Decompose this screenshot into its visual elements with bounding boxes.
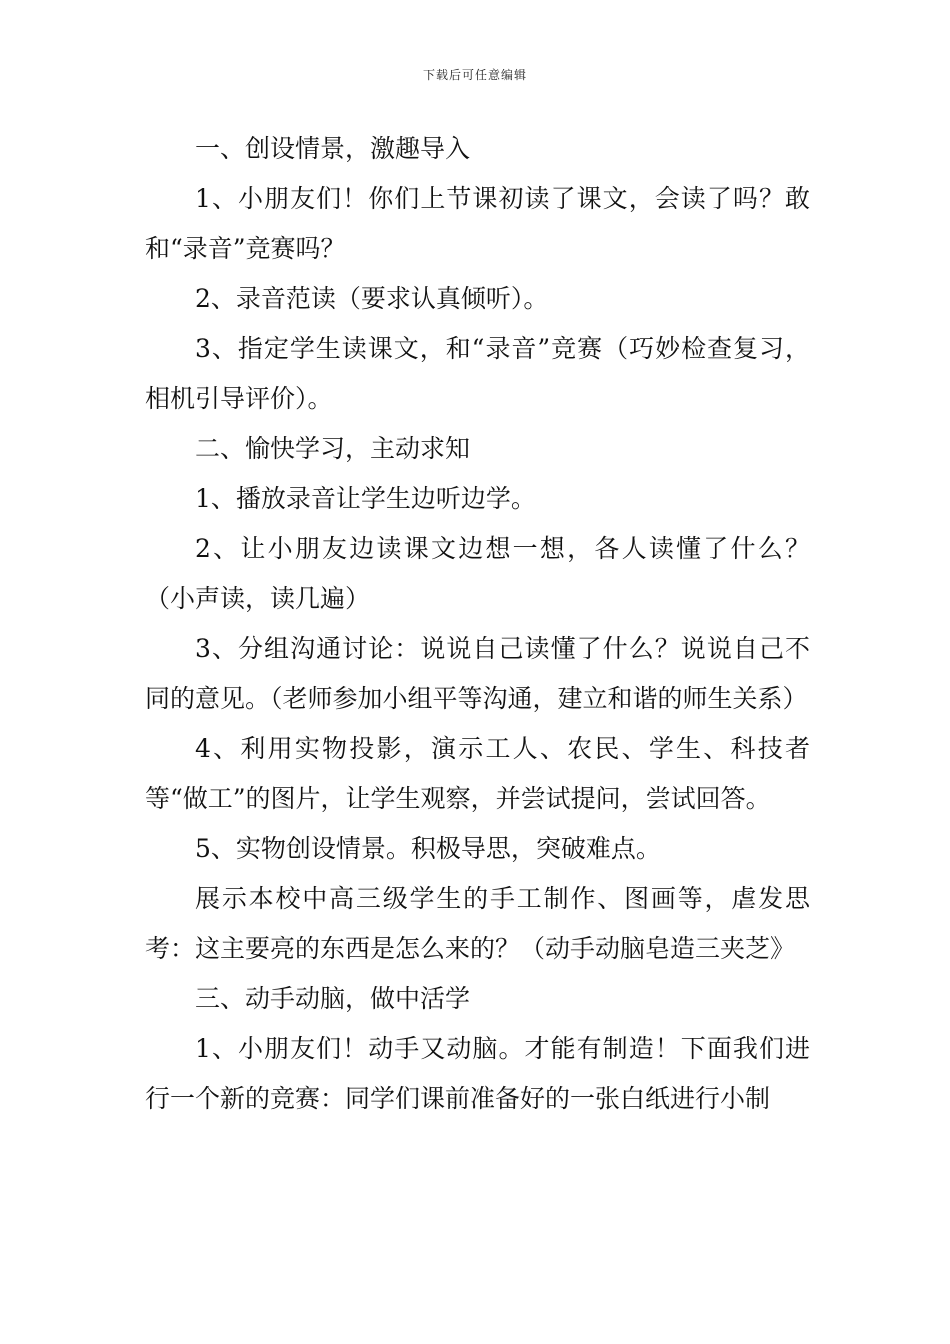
- paragraph-2-1: 1、播放录音让学生边听边学。: [195, 484, 536, 513]
- paragraph-2-3: 3、分组沟通讨论：说说自己读懂了什么？说说自己不同的意见。（老师参加小组平等沟通，建立和谐的师生关系）: [145, 634, 810, 713]
- paragraph-2-4: 4、利用实物投影，演示工人、农民、学生、科技者等“做工”的图片，让学生观察，并尝试提问，尝试回答。: [145, 734, 810, 813]
- section-heading-2: 二、愉快学习，主动求知: [195, 434, 471, 463]
- document-body: [145, 124, 810, 1124]
- paragraph-2-6: 展示本校中高三级学生的手工制作、图画等，虐发思考：这主要亮的东西是怎么来的？（动手动脑皂造三夹芝》: [145, 884, 810, 963]
- paragraph-1-2: 2、录音范读（要求认真倾听）。: [195, 284, 549, 313]
- paragraph-3-1: 1、小朋友们！动手又动脑。才能有制造！下面我们进行一个新的竞赛：同学们课前准备好的一张白纸进行小制: [145, 1034, 810, 1113]
- paragraph-2-5: 5、实物创设情景。积极导思，突破难点。: [195, 834, 661, 863]
- paragraph-1-1: 1、小朋友们！你们上节课初读了课文，会读了吗？敢和“录音”竞赛吗？: [145, 184, 810, 263]
- paragraph-1-3: 3、指定学生读课文，和“录音”竞赛（巧妙检查复习，相机引导评价）。: [145, 334, 810, 413]
- section-heading-3: 三、动手动脑，做中活学: [195, 984, 471, 1013]
- page-header: 下载后可任意编辑: [422, 68, 527, 82]
- section-heading-1: 一、创设情景，激趣导入: [195, 134, 471, 163]
- paragraph-2-2: 2、让小朋友边读课文边想一想，各人读懂了什么？（小声读，读几遍）: [145, 534, 810, 613]
